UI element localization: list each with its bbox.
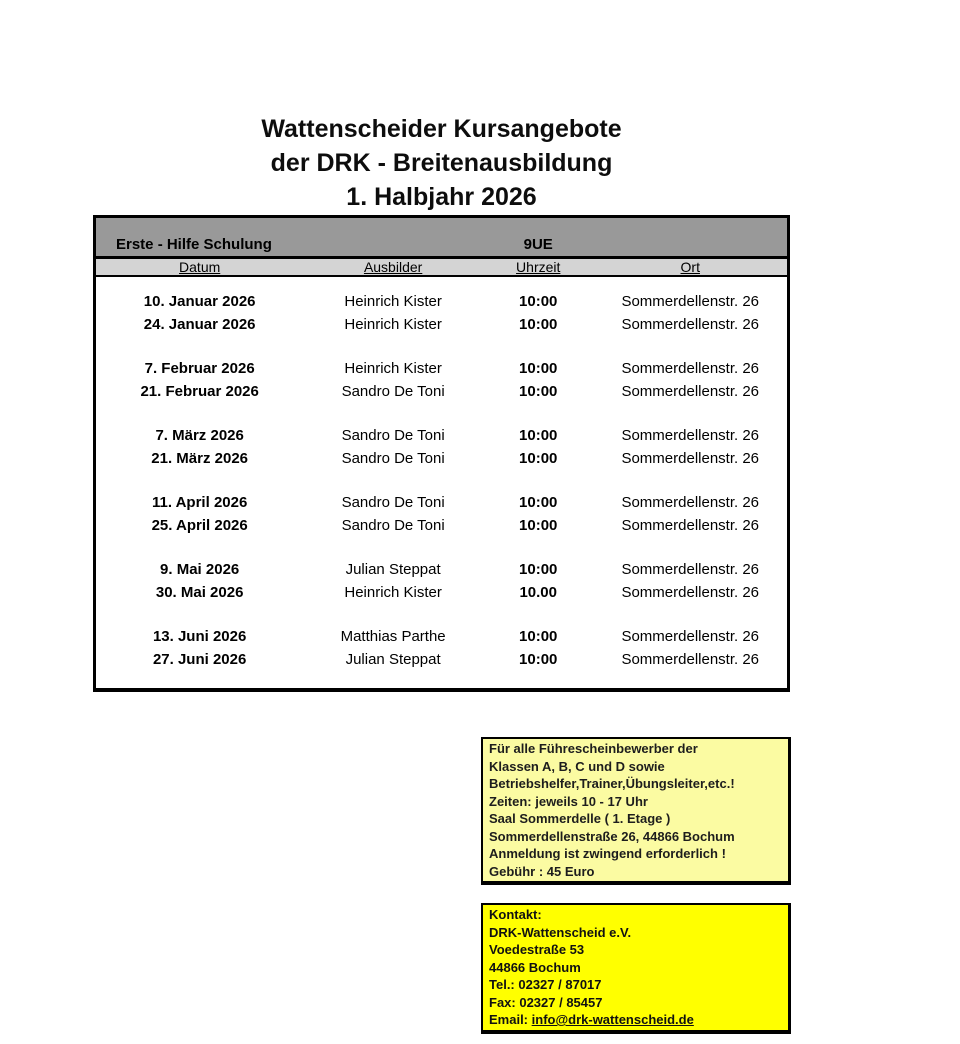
page-title	[93, 112, 790, 214]
cell-ort: Sommerdellenstr. 26	[621, 517, 760, 534]
info-line: Zeiten: jeweils 10 - 17 Uhr	[489, 793, 648, 809]
cell-datum: 21. März 2026	[151, 450, 249, 467]
cell-ort: Sommerdellenstr. 26	[621, 494, 760, 511]
spacer-row	[96, 470, 787, 491]
table-row	[96, 290, 787, 313]
table-row	[96, 313, 787, 336]
info-line: Anmeldung ist zwingend erforderlich !	[489, 846, 726, 861]
table-row	[96, 491, 787, 514]
cell-ort: Sommerdellenstr. 26	[621, 628, 760, 645]
table-row	[96, 558, 787, 581]
spacer-row	[96, 604, 787, 625]
cell-datum: 27. Juni 2026	[152, 651, 247, 668]
cell-datum: 21. Februar 2026	[140, 383, 259, 400]
title-line-1: Wattenscheider Kursangebote	[261, 115, 622, 143]
email-link[interactable]: info@drk-wattenscheid.de	[531, 1012, 694, 1027]
column-header-ausbilder: Ausbilder	[303, 257, 483, 276]
info-line: Gebühr : 45 Euro	[489, 863, 595, 879]
cell-datum: 25. April 2026	[151, 517, 248, 534]
cell-ausbilder: Heinrich Kister	[344, 584, 442, 601]
contact-city: 44866 Bochum	[489, 959, 581, 975]
table-row	[96, 357, 787, 380]
cell-datum: 13. Juni 2026	[152, 628, 247, 645]
cell-ort: Sommerdellenstr. 26	[621, 360, 760, 377]
title-line-2: der DRK - Breitenausbildung	[270, 149, 613, 177]
cell-uhrzeit: 10:00	[519, 517, 558, 534]
spacer-row	[96, 276, 787, 290]
cell-ausbilder: Matthias Parthe	[340, 628, 446, 645]
table-row	[96, 424, 787, 447]
info-box	[481, 737, 791, 885]
info-line: Sommerdellenstraße 26, 44866 Bochum	[489, 828, 735, 844]
course-schedule-table	[93, 215, 790, 692]
contact-fax: Fax: 02327 / 85457	[489, 994, 603, 1010]
spacer-row	[96, 336, 787, 357]
cell-uhrzeit: 10:00	[519, 293, 558, 310]
cell-ort: Sommerdellenstr. 26	[621, 561, 760, 578]
cell-ausbilder: Heinrich Kister	[344, 293, 442, 310]
table-row	[96, 380, 787, 403]
cell-uhrzeit: 10:00	[519, 651, 558, 668]
cell-uhrzeit: 10:00	[519, 628, 558, 645]
course-header-bar	[96, 218, 787, 257]
table-row	[96, 581, 787, 604]
course-title: Erste - Hilfe Schulung	[96, 218, 483, 257]
column-header-ort: Ort	[594, 257, 788, 276]
table-row	[96, 447, 787, 470]
cell-ort: Sommerdellenstr. 26	[621, 450, 760, 467]
cell-datum: 7. Februar 2026	[144, 360, 255, 377]
column-header-uhrzeit: Uhrzeit	[483, 257, 594, 276]
contact-title: Kontakt:	[489, 907, 542, 922]
cell-uhrzeit: 10:00	[519, 383, 558, 400]
table-row	[96, 648, 787, 671]
cell-ausbilder: Heinrich Kister	[344, 316, 442, 333]
contact-street: Voedestraße 53	[489, 942, 585, 957]
table-row	[96, 514, 787, 537]
cell-ort: Sommerdellenstr. 26	[621, 293, 760, 310]
cell-ausbilder: Sandro De Toni	[341, 383, 445, 400]
title-line-3: 1. Halbjahr 2026	[346, 183, 537, 211]
info-line: Betriebshelfer,Trainer,Übungsleiter,etc.!	[489, 776, 735, 791]
cell-ausbilder: Julian Steppat	[345, 651, 441, 668]
cell-datum: 9. Mai 2026	[160, 561, 240, 578]
cell-uhrzeit: 10:00	[519, 494, 558, 511]
cell-datum: 30. Mai 2026	[155, 584, 244, 601]
column-header-datum: Datum	[96, 257, 303, 276]
cell-ausbilder: Sandro De Toni	[341, 427, 445, 444]
cell-ort: Sommerdellenstr. 26	[621, 651, 760, 668]
cell-uhrzeit: 10:00	[519, 360, 558, 377]
cell-ort: Sommerdellenstr. 26	[621, 584, 760, 601]
cell-datum: 24. Januar 2026	[143, 316, 256, 333]
cell-uhrzeit: 10.00	[519, 584, 557, 601]
cell-ort: Sommerdellenstr. 26	[621, 383, 760, 400]
cell-ausbilder: Sandro De Toni	[341, 517, 445, 534]
cell-ort: Sommerdellenstr. 26	[621, 316, 760, 333]
cell-ausbilder: Heinrich Kister	[344, 360, 442, 377]
contact-organization: DRK-Wattenscheid e.V.	[489, 924, 632, 940]
spacer-row	[96, 403, 787, 424]
cell-ort: Sommerdellenstr. 26	[621, 427, 760, 444]
email-label: Email:	[489, 1012, 529, 1027]
table-row	[96, 625, 787, 648]
cell-ausbilder: Julian Steppat	[345, 561, 441, 578]
cell-ausbilder: Sandro De Toni	[341, 494, 445, 511]
contact-box	[481, 903, 791, 1034]
contact-email-line	[489, 1011, 782, 1029]
column-header-row	[96, 257, 787, 276]
contact-tel: Tel.: 02327 / 87017	[489, 977, 602, 992]
cell-datum: 7. März 2026	[155, 427, 244, 444]
info-line: Klassen A, B, C und D sowie	[489, 758, 665, 774]
course-units-badge: 9UE	[483, 218, 594, 257]
cell-uhrzeit: 10:00	[519, 450, 558, 467]
cell-datum: 11. April 2026	[151, 494, 248, 511]
cell-uhrzeit: 10:00	[519, 561, 558, 578]
cell-uhrzeit: 10:00	[519, 316, 558, 333]
cell-ausbilder: Sandro De Toni	[341, 450, 445, 467]
info-line: Saal Sommerdelle ( 1. Etage )	[489, 811, 671, 826]
spacer-row	[96, 537, 787, 558]
cell-uhrzeit: 10:00	[519, 427, 558, 444]
cell-datum: 10. Januar 2026	[143, 293, 256, 310]
info-line: Für alle Führescheinbewerber der	[489, 741, 698, 756]
